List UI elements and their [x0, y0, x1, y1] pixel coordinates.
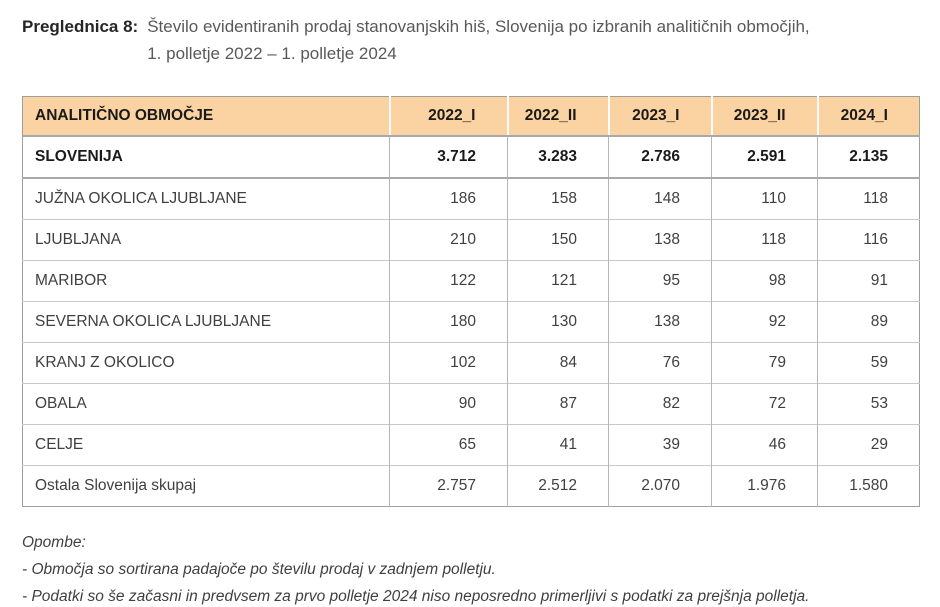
- value-cell: 2.135: [818, 136, 920, 178]
- note-item: - Območja so sortirana padajoče po številu prodaj v zadnjem polletju.: [22, 561, 496, 578]
- note-item: - Podatki so še začasni in predvsem za prvo polletje 2024 niso neposredno primerljivi s podatki za prejšnja polletja.: [22, 588, 810, 605]
- value-cell: 102: [390, 343, 508, 384]
- row-label: SEVERNA OKOLICA LJUBLJANE: [23, 302, 390, 343]
- value-cell: 76: [609, 343, 712, 384]
- value-cell: 2.591: [712, 136, 818, 178]
- row-label: MARIBOR: [23, 261, 390, 302]
- value-cell: 59: [818, 343, 920, 384]
- notes-heading: Opombe:: [22, 534, 86, 551]
- value-cell: 148: [609, 178, 712, 220]
- value-cell: 53: [818, 384, 920, 425]
- value-cell: 2.786: [609, 136, 712, 178]
- value-cell: 180: [390, 302, 508, 343]
- value-cell: 186: [390, 178, 508, 220]
- value-cell: 3.283: [508, 136, 609, 178]
- value-cell: 87: [508, 384, 609, 425]
- row-label: LJUBLJANA: [23, 220, 390, 261]
- table-row: [23, 261, 920, 302]
- table-caption: [22, 13, 920, 67]
- table-row: [23, 136, 920, 178]
- row-label: CELJE: [23, 425, 390, 466]
- sales-table: [22, 96, 920, 507]
- period-column-header: 2024_I: [818, 97, 920, 137]
- value-cell: 116: [818, 220, 920, 261]
- caption-line-2: 1. polletje 2022 – 1. polletje 2024: [147, 44, 397, 63]
- value-cell: 2.070: [609, 466, 712, 507]
- value-cell: 29: [818, 425, 920, 466]
- notes-block: [22, 529, 920, 607]
- row-label: OBALA: [23, 384, 390, 425]
- value-cell: 158: [508, 178, 609, 220]
- caption-line-1: Število evidentiranih prodaj stanovanjskih hiš, Slovenija po izbranih analitičnih območjih,: [147, 17, 810, 36]
- value-cell: 1.976: [712, 466, 818, 507]
- period-column-header: 2023_II: [712, 97, 818, 137]
- row-label: Ostala Slovenija skupaj: [23, 466, 390, 507]
- value-cell: 2.512: [508, 466, 609, 507]
- value-cell: 118: [712, 220, 818, 261]
- value-cell: 90: [390, 384, 508, 425]
- value-cell: 130: [508, 302, 609, 343]
- table-row: [23, 178, 920, 220]
- value-cell: 3.712: [390, 136, 508, 178]
- table-row: [23, 343, 920, 384]
- table-row: [23, 384, 920, 425]
- table-row: [23, 302, 920, 343]
- table-row: [23, 466, 920, 507]
- value-cell: 1.580: [818, 466, 920, 507]
- row-label: KRANJ Z OKOLICO: [23, 343, 390, 384]
- value-cell: 65: [390, 425, 508, 466]
- value-cell: 118: [818, 178, 920, 220]
- period-column-header: 2023_I: [609, 97, 712, 137]
- period-column-header: 2022_I: [390, 97, 508, 137]
- value-cell: 79: [712, 343, 818, 384]
- value-cell: 110: [712, 178, 818, 220]
- value-cell: 84: [508, 343, 609, 384]
- value-cell: 138: [609, 302, 712, 343]
- value-cell: 2.757: [390, 466, 508, 507]
- caption-text: [147, 13, 809, 67]
- value-cell: 89: [818, 302, 920, 343]
- value-cell: 41: [508, 425, 609, 466]
- value-cell: 92: [712, 302, 818, 343]
- value-cell: 82: [609, 384, 712, 425]
- value-cell: 91: [818, 261, 920, 302]
- value-cell: 72: [712, 384, 818, 425]
- value-cell: 150: [508, 220, 609, 261]
- table-row: [23, 220, 920, 261]
- table-row: [23, 425, 920, 466]
- caption-label: Preglednica 8:: [22, 17, 139, 36]
- row-label-column-header: ANALITIČNO OBMOČJE: [23, 97, 390, 137]
- value-cell: 210: [390, 220, 508, 261]
- value-cell: 39: [609, 425, 712, 466]
- table-header-row: [23, 97, 920, 137]
- row-label: SLOVENIJA: [23, 136, 390, 178]
- value-cell: 121: [508, 261, 609, 302]
- value-cell: 122: [390, 261, 508, 302]
- value-cell: 95: [609, 261, 712, 302]
- row-label: JUŽNA OKOLICA LJUBLJANE: [23, 178, 390, 220]
- value-cell: 98: [712, 261, 818, 302]
- value-cell: 138: [609, 220, 712, 261]
- value-cell: 46: [712, 425, 818, 466]
- period-column-header: 2022_II: [508, 97, 609, 137]
